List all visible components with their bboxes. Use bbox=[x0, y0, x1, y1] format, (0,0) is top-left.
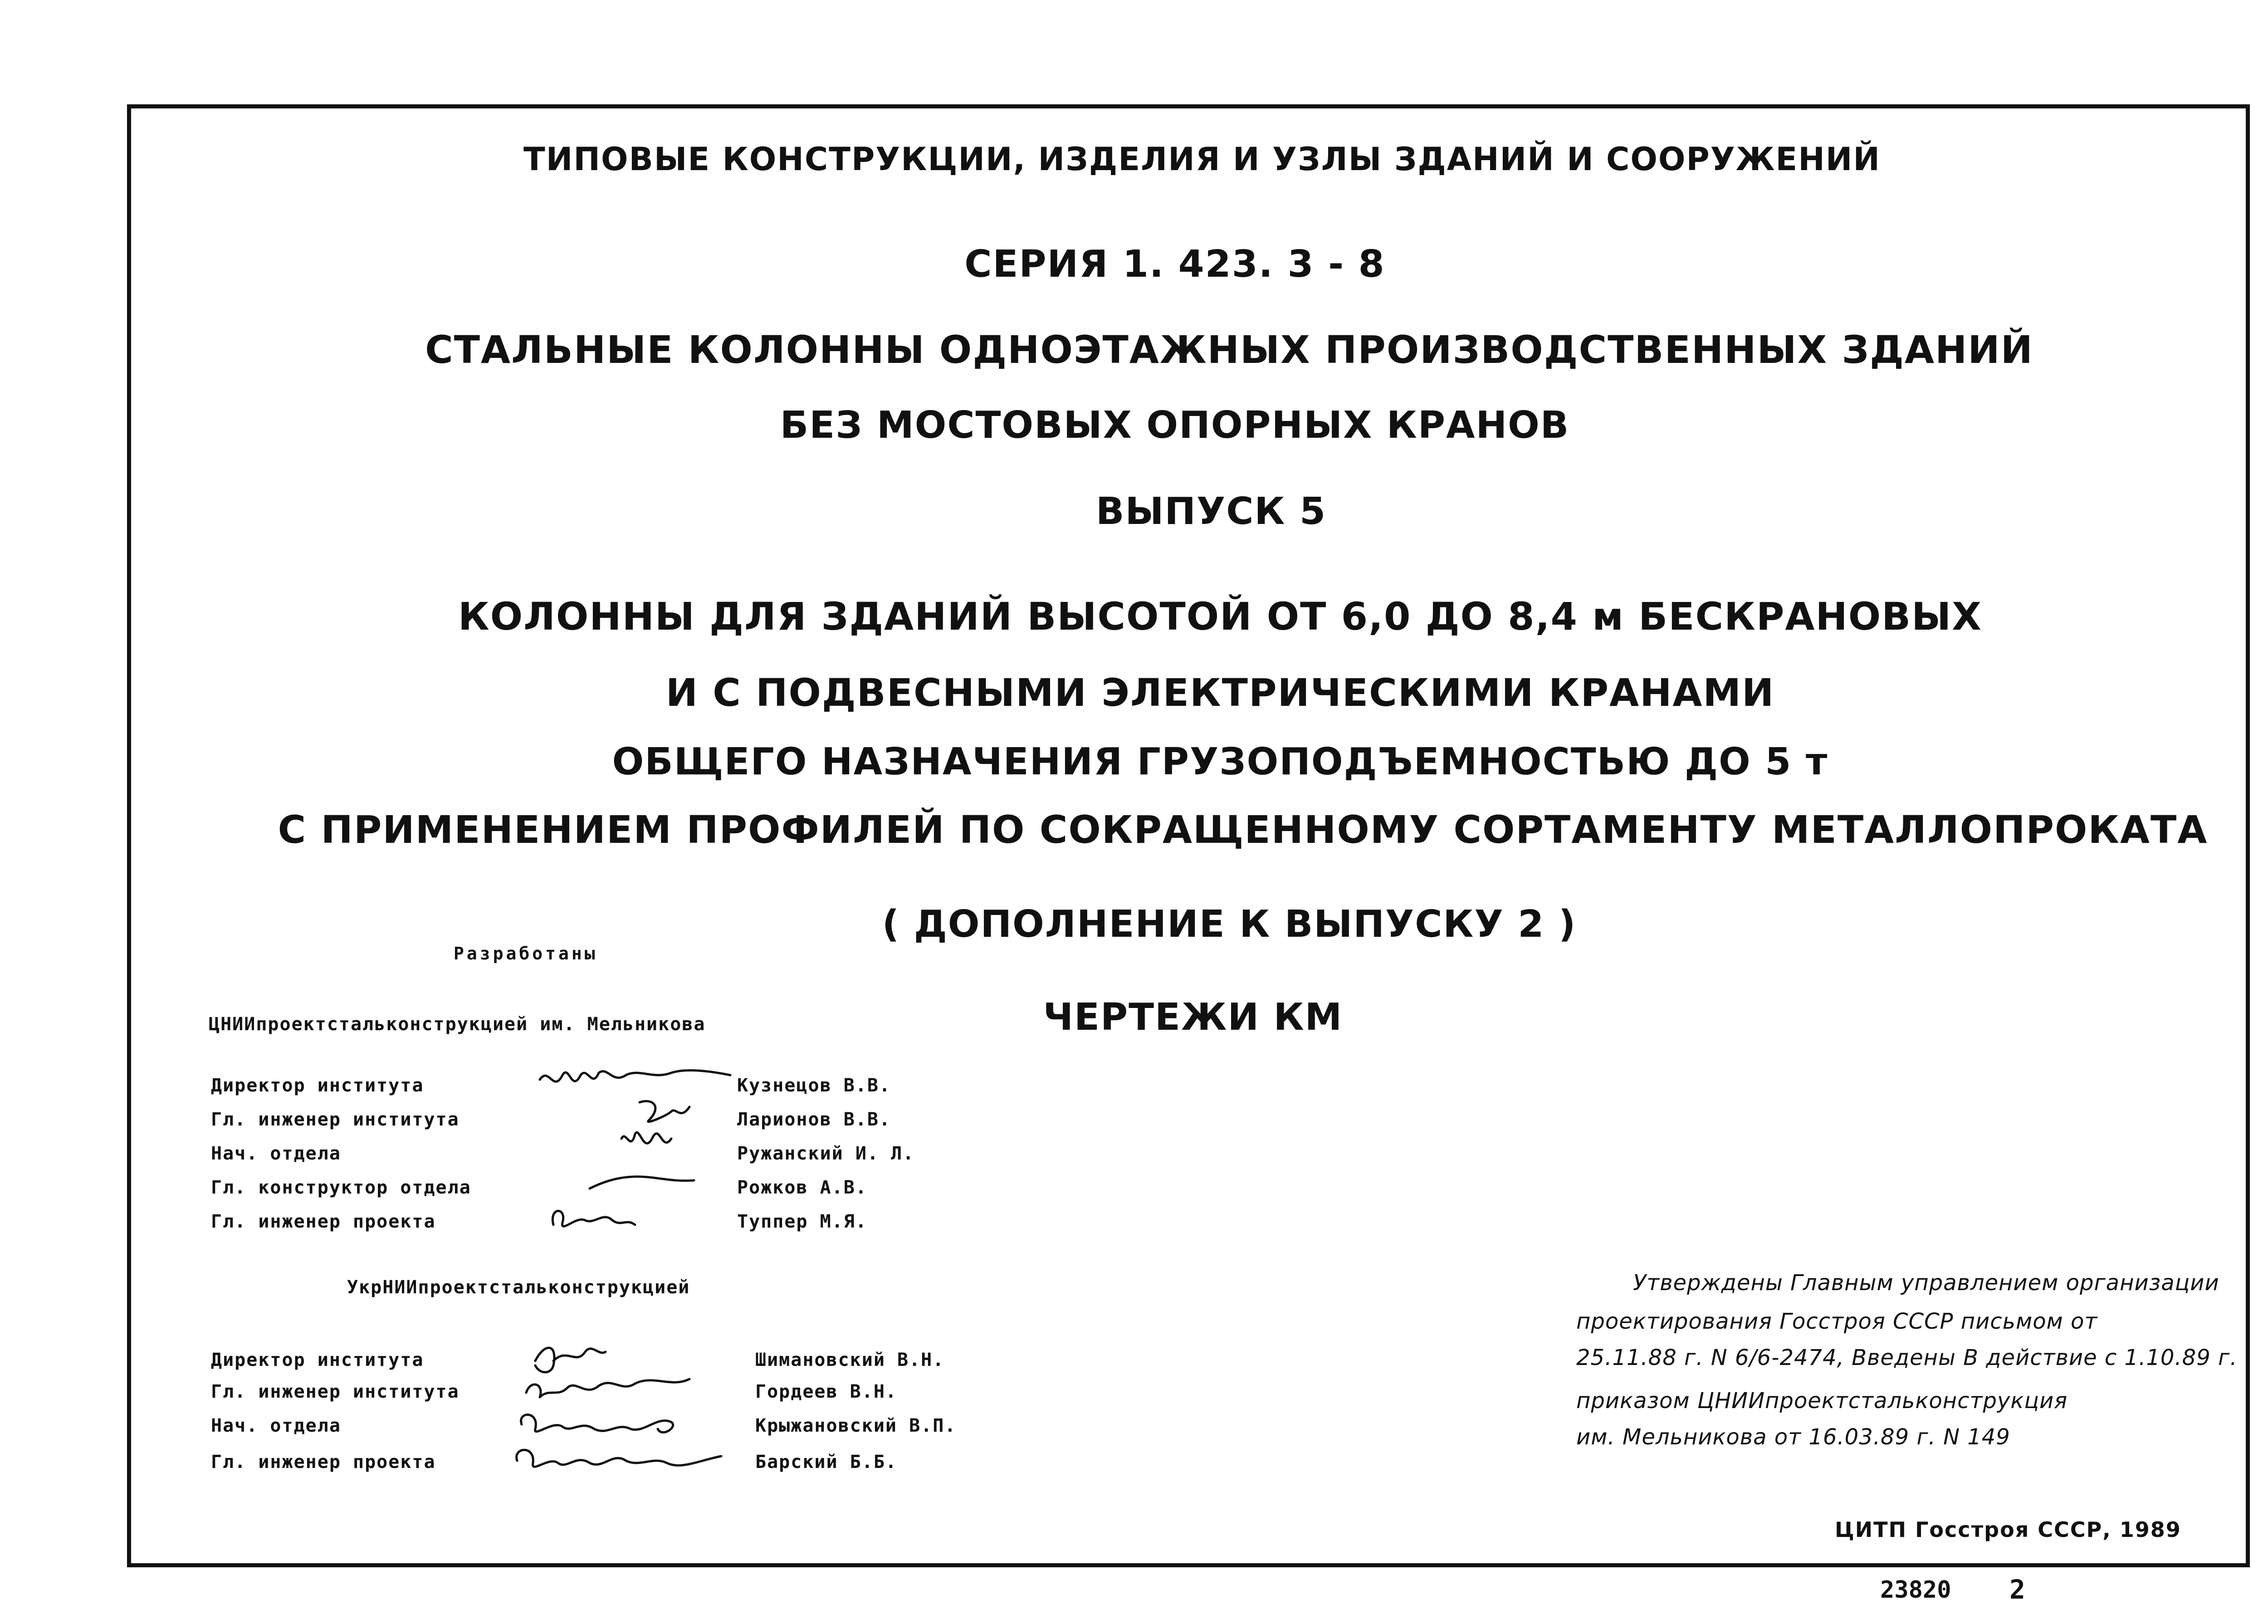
signature-image bbox=[508, 1334, 744, 1488]
org1-person: Кузнецов В.В. bbox=[737, 1075, 891, 1096]
subtitle-line1: КОЛОННЫ ДЛЯ ЗДАНИЙ ВЫСОТОЙ ОТ 6,0 ДО 8,4 м БЕСКРАНОВЫХ bbox=[458, 594, 1982, 639]
approval-line5: им. Мельникова от 16.03.89 г. N 149 bbox=[1576, 1424, 2010, 1450]
org2-role: Гл. инженер института bbox=[211, 1381, 459, 1402]
header-line1: ТИПОВЫЕ КОНСТРУКЦИИ, ИЗДЕЛИЯ И УЗЛЫ ЗДАНИЙ И СООРУЖЕНИЙ bbox=[523, 141, 1881, 178]
subtitle-line2: И С ПОДВЕСНЫМИ ЭЛЕКТРИЧЕСКИМИ КРАНАМИ bbox=[665, 670, 1775, 715]
org2-role: Гл. инженер проекта bbox=[211, 1452, 436, 1472]
org1-role: Гл. инженер института bbox=[211, 1109, 459, 1130]
signature-image bbox=[535, 1061, 739, 1243]
approval-line1: Утверждены Главным управлением организации bbox=[1633, 1270, 2219, 1296]
series-number: СЕРИЯ 1. 423. 3 - 8 bbox=[964, 243, 1385, 286]
publisher: ЦИТП Госстроя СССР, 1989 bbox=[1835, 1517, 2181, 1542]
developed-label: Разработаны bbox=[454, 944, 598, 964]
org1-person: Туппер М.Я. bbox=[737, 1211, 867, 1232]
subtitle-line4: С ПРИМЕНЕНИЕМ ПРОФИЛЕЙ ПО СОКРАЩЕННОМУ СОРТАМЕНТУ МЕТАЛЛОПРОКАТА bbox=[278, 807, 2208, 852]
org2-person: Барский Б.Б. bbox=[755, 1452, 897, 1472]
org1-role: Директор института bbox=[211, 1075, 424, 1096]
org2-name: УкрНИИпроектстальконструкцией bbox=[347, 1277, 690, 1298]
approval-line2: проектирования Госстроя СССР письмом от bbox=[1576, 1309, 2098, 1334]
org1-person: Ларионов В.В. bbox=[737, 1109, 891, 1130]
org1-role: Нач. отдела bbox=[211, 1143, 341, 1164]
org2-role: Нач. отдела bbox=[211, 1415, 341, 1436]
org2-person: Гордеев В.Н. bbox=[755, 1381, 897, 1402]
title-line2: БЕЗ МОСТОВЫХ ОПОРНЫХ КРАНОВ bbox=[780, 404, 1570, 447]
org2-person: Шимановский В.Н. bbox=[755, 1350, 945, 1370]
org1-person: Ружанский И. Л. bbox=[737, 1143, 915, 1164]
org1-name: ЦНИИпроектстальконструкцией им. Мельникова bbox=[209, 1014, 706, 1035]
sheet-number: 2 bbox=[2009, 1574, 2025, 1605]
title-line1: СТАЛЬНЫЕ КОЛОННЫ ОДНОЭТАЖНЫХ ПРОИЗВОДСТВЕННЫХ ЗДАНИЙ bbox=[425, 328, 2033, 372]
issue-number: ВЫПУСК 5 bbox=[1095, 490, 1327, 533]
approval-line4: приказом ЦНИИпроектстальконструкция bbox=[1576, 1388, 2068, 1414]
drawings-label: ЧЕРТЕЖИ КМ bbox=[1043, 996, 1343, 1039]
org1-role: Гл. конструктор отдела bbox=[211, 1177, 471, 1198]
org2-role: Директор института bbox=[211, 1350, 424, 1370]
approval-line3: 25.11.88 г. N 6/6-2474, Введены В действие с 1.10.89 г. bbox=[1576, 1345, 2238, 1370]
org2-person: Крыжановский В.П. bbox=[755, 1415, 957, 1436]
org1-person: Рожков А.В. bbox=[737, 1177, 867, 1198]
org1-role: Гл. инженер проекта bbox=[211, 1211, 436, 1232]
subtitle-line3: ОБЩЕГО НАЗНАЧЕНИЯ ГРУЗОПОДЪЕМНОСТЬЮ ДО 5 т bbox=[612, 740, 1828, 783]
document-number: 23820 bbox=[1880, 1576, 1951, 1604]
supplement-note: ( ДОПОЛНЕНИЕ К ВЫПУСКУ 2 ) bbox=[882, 903, 1577, 946]
